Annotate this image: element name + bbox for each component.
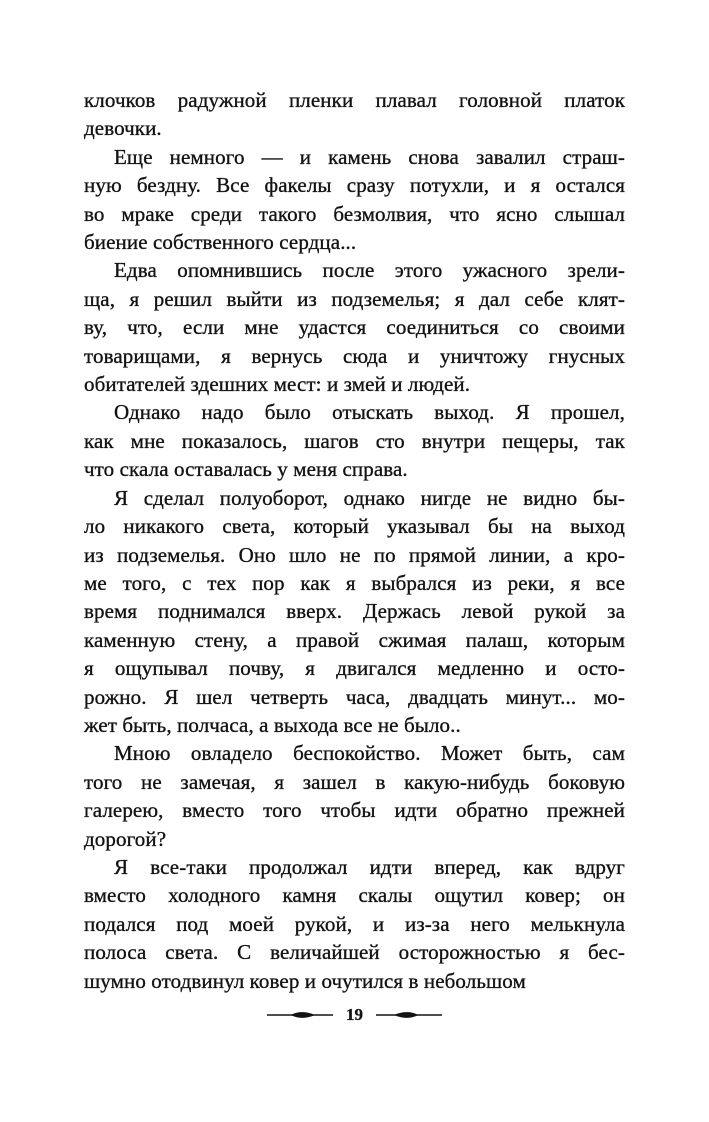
text-line: рожно. Я шел четверть часа, двадцать минут... мо-	[84, 684, 625, 709]
text-line: время поднимался вверх. Держась левой рукой за	[84, 599, 625, 624]
ornament-right-icon	[376, 1010, 442, 1020]
text-line: того не замечая, я зашел в какую-нибудь боковую	[84, 769, 625, 794]
text-line: дорогой?	[84, 826, 167, 851]
text-line: во мраке среди такого безмолвия, что ясно слышал	[84, 201, 625, 226]
text-line: девочки.	[84, 116, 162, 141]
text-line: Я сделал полуоборот, однако нигде не видно бы-	[114, 485, 625, 510]
text-line: я ощупывал почву, я двигался медленно и осто-	[84, 656, 625, 681]
paragraph	[84, 398, 625, 483]
page-footer	[84, 1005, 625, 1025]
text-line: обитателей здешних мест: и змей и людей.	[84, 372, 471, 397]
text-line: что скала оставалась у меня справа.	[84, 457, 408, 482]
paragraph	[84, 739, 625, 853]
ornament-left-icon	[267, 1010, 333, 1020]
text-line: Еще немного — и камень снова завалил страш-	[114, 144, 625, 169]
text-line: товарищами, я вернусь сюда и уничтожу гнусных	[84, 343, 625, 368]
text-line: как мне показалось, шагов сто внутри пещеры, так	[84, 428, 625, 453]
paragraph	[84, 86, 625, 143]
text-block	[84, 86, 625, 995]
text-line: из подземелья. Оно шло не по прямой линии, а кро-	[84, 542, 625, 567]
text-line: ву, что, если мне удастся соединиться со своими	[84, 315, 625, 340]
paragraph	[84, 256, 625, 398]
text-line: ную бездну. Все факелы сразу потухли, и я остался	[84, 173, 625, 198]
text-line: жет быть, полчаса, а выхода все не было..	[84, 712, 461, 737]
text-line: полоса света. С величайшей осторожностью я бес-	[84, 940, 625, 965]
text-line: клочков радужной пленки плавал головной платок	[84, 88, 625, 112]
text-line: биение собственного сердца...	[84, 230, 357, 255]
text-line: шумно отодвинул ковер и очутился в небольшом	[84, 968, 526, 993]
text-line: подался под моей рукой, и из-за него мелькнула	[84, 911, 625, 936]
text-line: Я все-таки продолжал идти вперед, как вдруг	[114, 854, 625, 879]
paragraph	[84, 853, 625, 995]
paragraph	[84, 484, 625, 740]
text-line: вместо холодного камня скалы ощутил ковер; он	[84, 883, 625, 908]
text-line: ло никакого света, который указывал бы на выход	[84, 514, 625, 539]
text-line: Едва опомнившись после этого ужасного зрели-	[114, 258, 625, 283]
text-line: галерею, вместо того чтобы идти обратно прежней	[84, 798, 625, 823]
text-line: Однако надо было отыскать выход. Я прошел,	[114, 400, 625, 425]
page-number: 19	[346, 1005, 363, 1024]
text-line: Мною овладело беспокойство. Может быть, сам	[114, 741, 625, 766]
paragraph	[84, 143, 625, 257]
text-line: ща, я решил выйти из подземелья; я дал себе клят-	[84, 286, 625, 311]
text-line: каменную стену, а правой сжимая палаш, которым	[84, 627, 625, 652]
text-line: ме того, с тех пор как я выбрался из реки, я все	[84, 570, 625, 595]
